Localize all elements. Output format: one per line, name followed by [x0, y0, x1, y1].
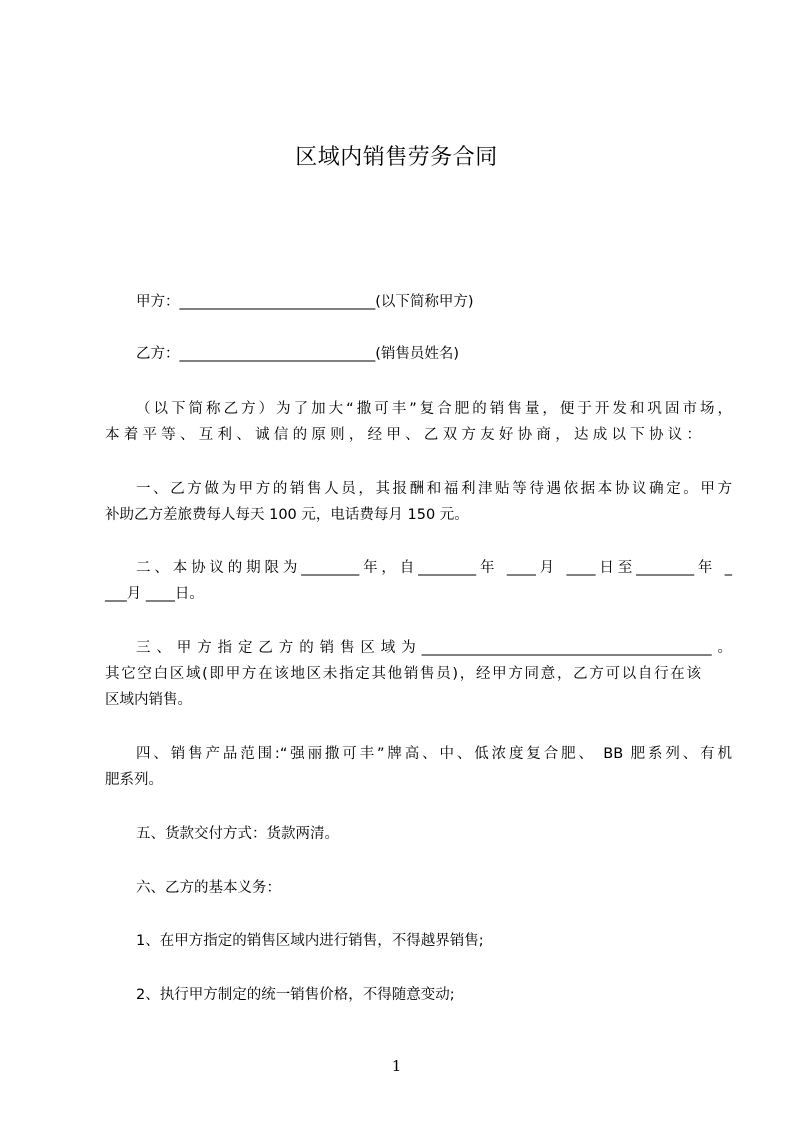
- clause-4-line-1: 四、销售产品范围:“强丽撒可丰”牌高、中、低浓度复合肥、 BB 肥系列、有机: [136, 746, 732, 762]
- clause-2-line-2: ___月 ____日。: [105, 586, 204, 602]
- clause-3-line-1: 三、甲方指定乙方的销售区域为________________________________________。: [136, 640, 732, 656]
- party-a-line: 甲方：___________________________(以下简称甲方): [136, 294, 474, 310]
- clause-6-heading: 六、乙方的基本义务：: [136, 880, 281, 896]
- clause-6-item-2: 2、执行甲方制定的统一销售价格，不得随意变动;: [136, 987, 455, 1003]
- clause-3-line-3: 区域内销售。: [105, 692, 192, 708]
- clause-1-line-1: 一、乙方做为甲方的销售人员，其报酬和福利津贴等待遇依据本协议确定。甲方: [136, 481, 732, 497]
- clause-5-line: 五、货款交付方式：货款两清。: [136, 826, 339, 842]
- page-number: 1: [391, 1057, 402, 1075]
- document-title: 区域内销售劳务合同: [295, 145, 498, 170]
- preamble-line-2: 本着平等、互利、诚信的原则，经甲、乙双方友好协商，达成以下协议：: [105, 427, 701, 443]
- preamble-line-1: （以下简称乙方）为了加大“撒可丰”复合肥的销售量，便于开发和巩固市场，: [136, 401, 732, 417]
- party-b-line: 乙方：___________________________(销售员姓名): [136, 346, 460, 362]
- clause-3-line-2: 其它空白区域(即甲方在该地区未指定其他销售员)，经甲方同意，乙方可以自行在该: [105, 666, 701, 682]
- clause-4-line-2: 肥系列。: [105, 772, 163, 788]
- clause-6-item-1: 1、在甲方指定的销售区域内进行销售，不得越界销售;: [136, 933, 484, 949]
- clause-2-line-1: 二、本协议的期限为________年，自________年 ____月 ____日至________年 _: [136, 560, 732, 576]
- clause-1-line-2: 补助乙方差旅费每人每天 100 元，电话费每月 150 元。: [105, 507, 469, 523]
